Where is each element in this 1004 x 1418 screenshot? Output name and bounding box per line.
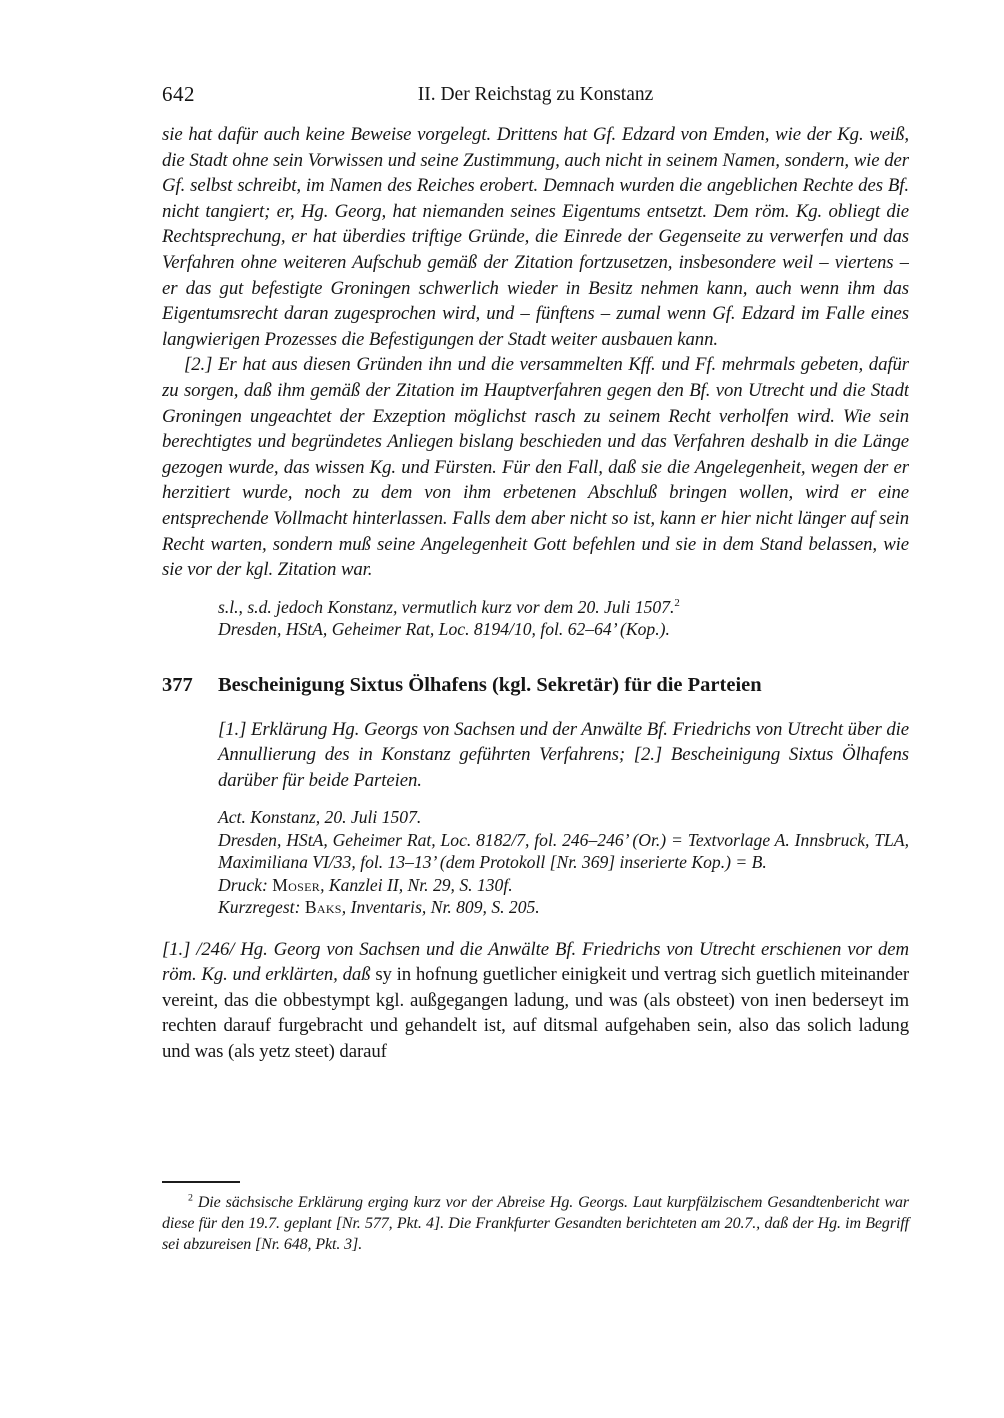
quoted-source-text: sy in hofnung guetlicher einigkeit und vertrag sich guetlich miteinander vereint, das die obbestympt kgl. außgegangen ladung, und was (als obsteet) von inen bederseyt im rechten darauf furgebracht und gehandelt ist, auf ditsmal aufgehaben sein, also das solich ladung und was (als yetz steet) darauf — [162, 964, 909, 1062]
page-number: 642 — [162, 82, 195, 106]
entry-number: 377 — [162, 673, 193, 696]
act-line: Act. Konstanz, 20. Juli 1507. — [218, 807, 422, 828]
archive-line: Dresden, HStA, Geheimer Rat, Loc. 8182/7, fol. 246–246’ (Or.) = Textvorlage A. Innsbruck, TLA, Maximiliana VI/33, fol. 13–13’ (dem Protokoll [Nr. 369] inserierte Kop.) = B. — [218, 829, 909, 873]
kurzregest-rest: , Inventaris, Nr. 809, S. 205. — [341, 897, 540, 918]
editorial-text: [1.] /246/ Hg. Georg von Sachsen und die Anwälte Bf. Friedrichs von Utrecht erschienen vor dem röm. Kg. und erklärten, daß — [162, 938, 909, 986]
kurzregest-author: Baks — [304, 897, 342, 918]
entry-text-paragraph — [162, 937, 909, 1065]
entry-title: Bescheinigung Sixtus Ölhafens (kgl. Sekretär) für die Parteien — [218, 673, 762, 696]
kurzregest-label: Kurzregest: — [218, 897, 305, 918]
entry-heading — [162, 672, 909, 698]
paragraph-2: [2.] Er hat aus diesen Gründen ihn und die versammelten Kff. und Ff. mehrmals gebeten, dafür zu sorgen, daß ihm gemäß der Zitation im Hauptverfahren gegen den Bf. von Utrecht und die Stadt Groningen ungeachtet der Exzeption möglichst rasch zu seinem Recht verholfen wird. Wie sein berechtigtes und begründetes Anliegen bislang beschieden und das Verfahren deshalb in die Länge gezogen wurde, das wissen Kg. und Fürsten. Für den Fall, daß sie die Angelegenheit, wegen der er herzitiert wurde, noch zu dem von ihm erbetenen Abschluß bringen wollen, wird er eine entsprechende Vollmacht hinterlassen. Falls dem aber nicht so ist, kann er hier nicht länger auf sein Recht warten, sondern muß seine Angelegenheit Gott befehlen und sie in dem Stand belassen, wie sie vor der kgl. Zitation war. — [162, 354, 909, 581]
running-header — [162, 82, 909, 110]
footnote-separator-rule — [162, 1181, 240, 1183]
footnote-number: 2 — [188, 1192, 193, 1204]
kurzregest-line — [218, 896, 909, 919]
druck-label: Druck: — [218, 874, 273, 895]
footnote-2 — [162, 1192, 909, 1255]
running-title: II. Der Reichstag zu Konstanz — [417, 84, 654, 105]
druck-author: Moser — [272, 874, 321, 895]
source-date-line — [218, 596, 909, 619]
text-column — [162, 122, 909, 1162]
source-archive-line: Dresden, HStA, Geheimer Rat, Loc. 8194/10, fol. 62–64’ (Kop.). — [218, 619, 670, 640]
entry-source-block — [218, 806, 909, 919]
footnote-area — [162, 1181, 909, 1255]
source-note-previous-entry — [218, 596, 909, 641]
footnote-text: Die sächsische Erklärung erging kurz vor der Abreise Hg. Georgs. Laut kurpfälzischem Gesandtenbericht war diese für den 19.7. geplant [Nr. 577, Pkt. 4]. Die Frankfurter Gesandten berichteten am 20.7., daß der Hg. im Begriff sei abzureisen [Nr. 648, Pkt. 3]. — [162, 1194, 909, 1253]
paragraph-continuation: sie hat dafür auch keine Beweise vorgelegt. Drittens hat Gf. Edzard von Emden, wie der Kg. weiß, die Stadt ohne sein Vorwissen und seine Zustimmung, auch nicht in seinem Namen, sondern, wie der Gf. selbst schreibt, im Namen des Reiches erobert. Demnach wurden die angeblichen Rechte des Bf. nicht tangiert; er, Hg. Georg, hat niemanden seines Eigentums entsetzt. Dem röm. Kg. obliegt die Rechtsprechung, er hat überdies triftige Gründe, die Einrede der Gegenseite zu verwerfen und das Verfahren ohne weiteren Aufschub gemäß der Zitation fortzusetzen, insbesondere weil – viertens – er das gut befestigte Groningen schwerlich wieder in Besitz nehmen kann, auch wenn ihm das Eigentumsrecht daran zugesprochen wird, und – fünftens – zumal wenn Gf. Edzard im Falle eines langwierigen Prozesses die Befestigungen der Stadt weiter ausbauen kann. — [162, 124, 909, 350]
entry-summary: [1.] Erklärung Hg. Georgs von Sachsen und der Anwälte Bf. Friedrichs von Utrecht über die Annullierung des in Konstanz geführten Verfahrens; [2.] Bescheinigung Sixtus Ölhafens darüber für beide Parteien. — [218, 718, 909, 792]
source-date-text: s.l., s.d. jedoch Konstanz, vermutlich kurz vor dem 20. Juli 1507. — [218, 596, 675, 617]
druck-line — [218, 874, 909, 897]
druck-rest: , Kanzlei II, Nr. 29, S. 130f. — [320, 874, 513, 895]
footnote-reference: 2 — [674, 596, 680, 609]
